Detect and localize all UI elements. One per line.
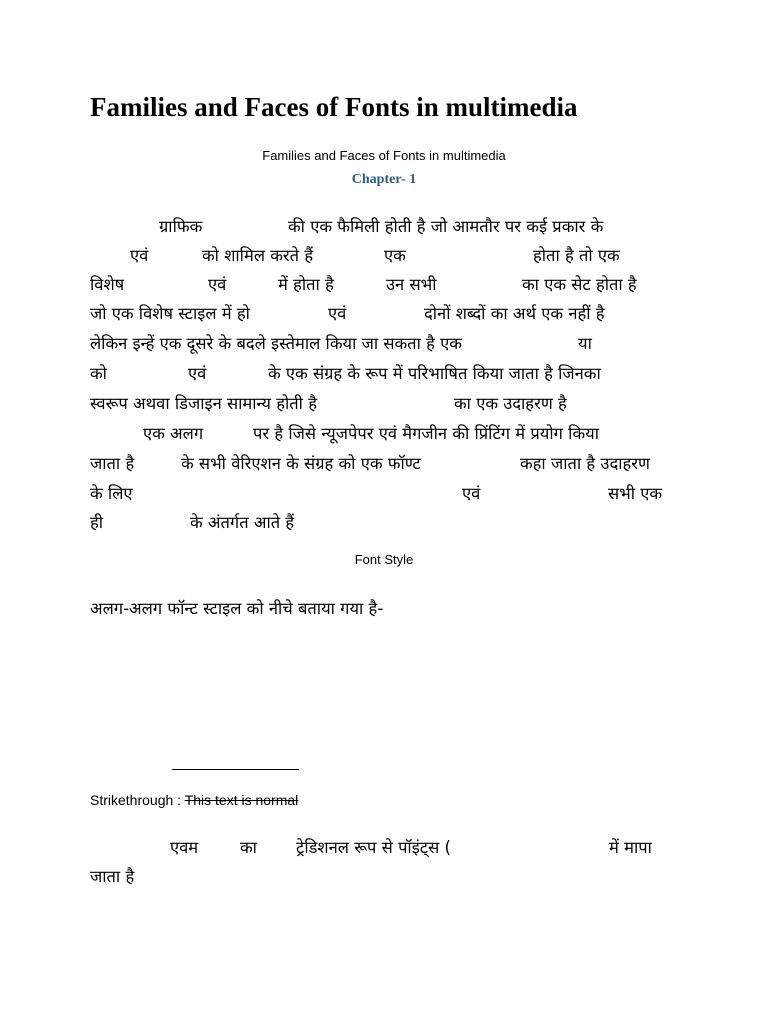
paragraph-fragment: सभी एक: [608, 484, 663, 503]
underline-rule: [172, 769, 299, 770]
paragraph-fragment: एवं: [462, 484, 481, 503]
paragraph-fragment: की एक फैमिली होती है जो आमतौर पर कई प्रकार के: [288, 217, 604, 236]
paragraph-fragment: पर है जिसे न्यूजपेपर एवं मैगजीन की प्रिंटिंग में प्रयोग किया: [253, 424, 599, 443]
strikethrough-label: Strikethrough :: [90, 792, 185, 808]
paragraph-fragment: जाता है: [90, 454, 135, 473]
paragraph-fragment: स्वरूप अथवा डिजाइन सामान्य होती है: [90, 394, 317, 413]
paragraph-fragment: या: [578, 334, 592, 353]
paragraph-fragment: विशेष: [90, 275, 125, 294]
paragraph-fragment: के अंतर्गत आते हैं: [190, 513, 295, 532]
points-fragment: एवम: [170, 838, 199, 857]
paragraph-fragment: एवं: [208, 275, 227, 294]
strikethrough-sample: This text is normal: [184, 792, 299, 808]
paragraph-fragment: को: [90, 364, 107, 383]
paragraph-fragment: उन सभी: [386, 275, 437, 294]
paragraph-fragment: लेकिन इन्हें एक दूसरे के बदले इस्तेमाल किया जा सकता है एक: [90, 334, 462, 353]
paragraph-fragment: के सभी वेरिएशन के संग्रह को एक फॉण्ट: [181, 454, 421, 473]
paragraph-fragment: एक अलग: [143, 424, 204, 443]
paragraph-fragment: ग्राफिक: [159, 217, 203, 236]
paragraph-fragment: जो एक विशेष स्टाइल में हो: [90, 304, 250, 323]
paragraph-fragment: के एक संग्रह के रूप में परिभाषित किया जाता है जिनका: [268, 364, 601, 383]
chapter-heading: Chapter- 1: [351, 172, 417, 187]
paragraph-fragment: ही: [90, 513, 104, 532]
font-style-heading: Font Style: [354, 552, 414, 567]
font-style-intro: अलग-अलग फॉन्ट स्टाइल को नीचे बताया गया है-: [90, 599, 384, 618]
points-fragment: का: [240, 838, 257, 857]
points-fragment: ट्रेडिशनल रूप से पॉइंट्स (: [296, 838, 451, 857]
paragraph-fragment: एवं: [328, 304, 347, 323]
paragraph-fragment: का एक उदाहरण है: [454, 394, 567, 413]
paragraph-fragment: दोनों शब्दों का अर्थ एक नहीं है: [424, 304, 605, 323]
paragraph-fragment: कहा जाता है उदाहरण: [520, 454, 650, 473]
paragraph-fragment: के लिए: [90, 484, 133, 503]
paragraph-fragment: होता है तो एक: [533, 246, 620, 265]
document-subtitle: Families and Faces of Fonts in multimedia: [262, 148, 506, 163]
paragraph-fragment: एवं: [188, 364, 207, 383]
points-fragment: जाता है: [90, 867, 135, 886]
points-fragment: में मापा: [609, 838, 652, 857]
document-title: Families and Faces of Fonts in multimedia: [90, 92, 578, 122]
strikethrough-example: [90, 792, 298, 808]
paragraph-fragment: एवं: [130, 246, 149, 265]
paragraph-fragment: को शामिल करते हैं: [202, 246, 314, 265]
paragraph-fragment: में होता है: [278, 275, 334, 294]
paragraph-fragment: एक: [384, 246, 406, 265]
paragraph-fragment: का एक सेट होता है: [522, 275, 637, 294]
